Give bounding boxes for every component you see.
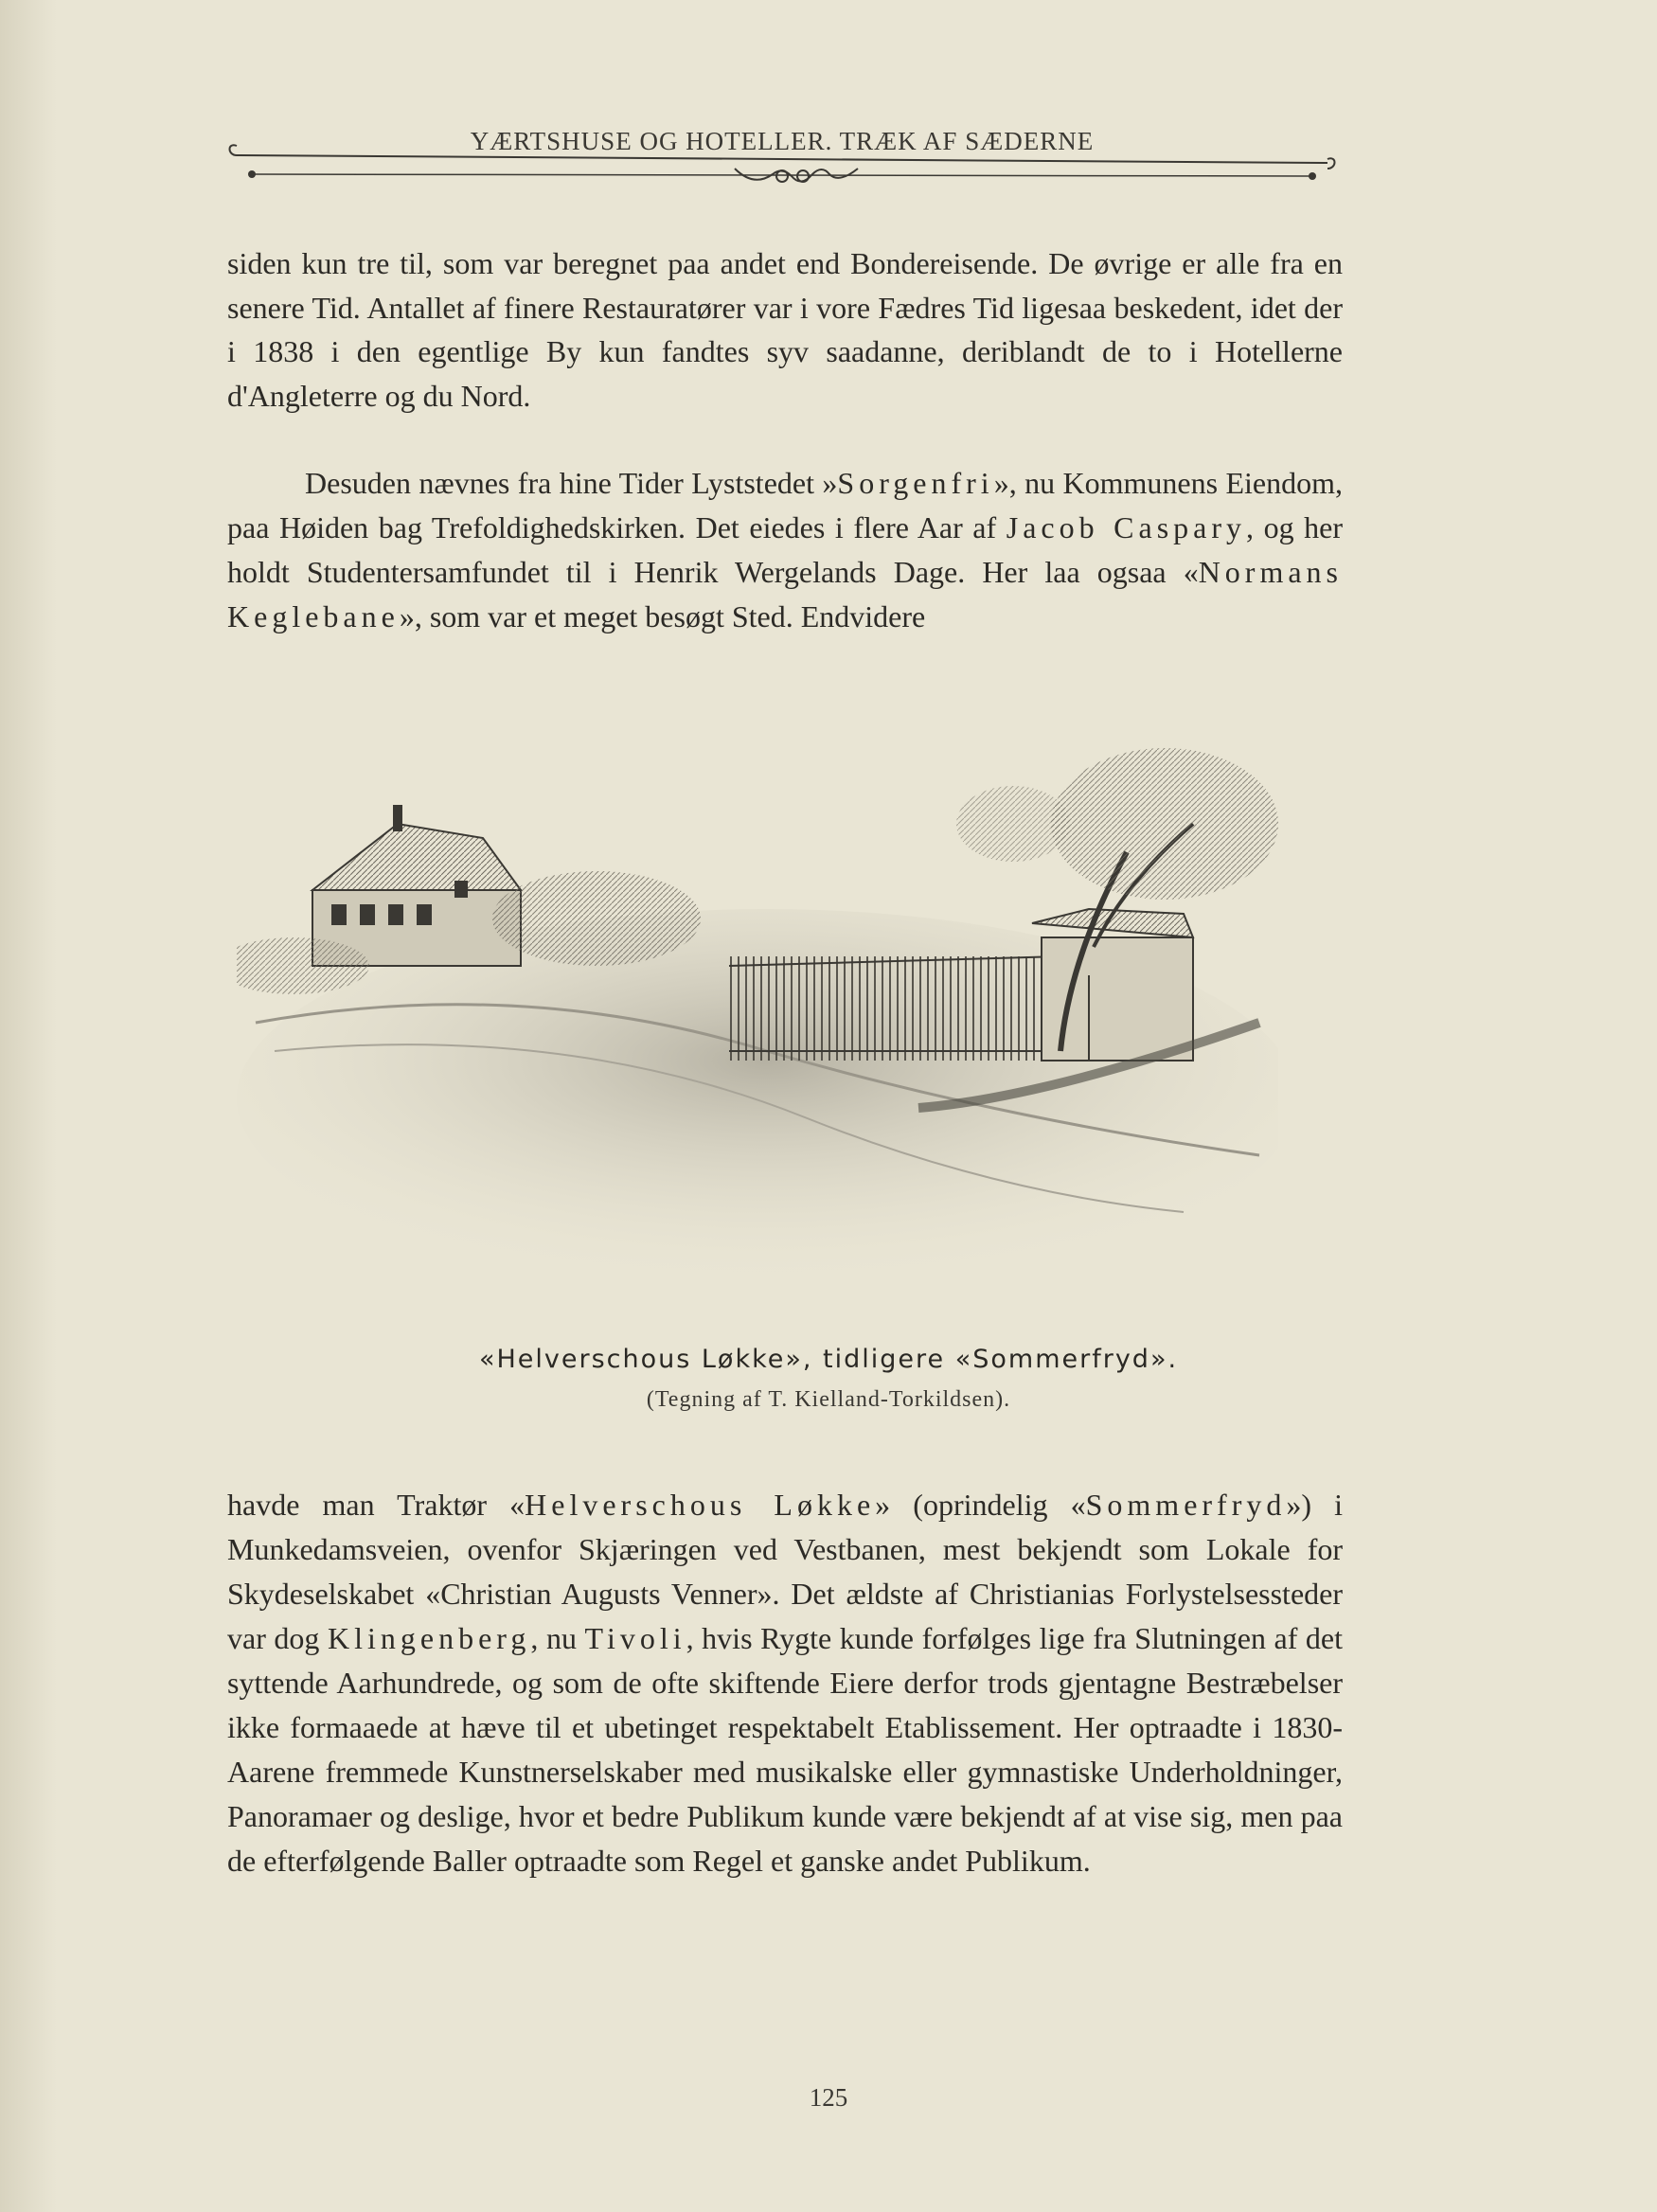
running-header: [223, 121, 1341, 197]
page-edge-shadow: [0, 0, 57, 2212]
spaced-name-tivoli: Tivoli: [584, 1621, 686, 1655]
paragraph-3-text-1: havde man Traktør «: [227, 1488, 526, 1522]
page-number: 125: [809, 2083, 848, 2112]
spaced-name-sorgenfri: Sorgenfri: [837, 466, 994, 500]
figure-caption: «Helverschous Løkke», tidligere «Sommerfryd».: [478, 1345, 1179, 1374]
paragraph-2-text-4: », som var et meget besøgt Sted. Endvidere: [399, 599, 926, 633]
illustration-helverschous-lokke: [237, 739, 1278, 1307]
spaced-name-jacob-caspary: Jacob Caspary: [1006, 510, 1247, 544]
paragraph-3-text-2: » (oprindelig «: [875, 1488, 1086, 1522]
paragraph-2-text-2: », nu Kommunens Eiendom, paa Høiden bag Trefoldighedskirken. Det eiedes i flere Aar af: [227, 466, 1344, 544]
paragraph-2-text-1: Desuden nævnes fra hine Tider Lyststedet »: [305, 466, 838, 500]
paragraph-1: siden kun tre til, som var beregnet paa andet end Bondereisende. De øvrige er alle fra en senere Tid. Antallet af finere Restauratører var i vore Fædres Tid ligesaa beskedent, idet der i 1838 i den egentlige By kun fandtes syv saadanne, deriblandt de to i Hotellerne d'Angleterre og du Nord.: [227, 246, 1343, 413]
paragraph-2-text-3: , og her holdt Studentersamfundet til i Henrik Wergelands Dage. Her laa ogsaa «: [227, 510, 1344, 589]
paragraph-3-text-4: , nu: [530, 1621, 585, 1655]
running-header-title: YÆRTSHUSE OG HOTELLER. TRÆK AF SÆDERNE: [470, 127, 1095, 155]
paragraph-3-text-3: ») i Munkedamsveien, ovenfor Skjæringen ved Vestbanen, mest bekjendt som Lokale for Skydeselskabet «Christian Augusts Venner». Det ældste af Christianias Forlystelsessteder var dog: [227, 1488, 1344, 1655]
spaced-name-helverschous-lokke: Helverschous Løkke: [525, 1488, 876, 1522]
spaced-name-normans-keglebane: Normans Keglebane: [227, 555, 1343, 633]
paragraph-2: [227, 461, 1343, 639]
spaced-name-sommerfryd: Sommerfryd: [1085, 1488, 1287, 1522]
spaced-name-klingenberg: Klingenberg: [328, 1621, 531, 1655]
paragraph-3-text-5: , hvis Rygte kunde forfølges lige fra Slutningen af det syttende Aarhundrede, og som de ofte skiftende Eiere derfor trods gjentagne Bestræbelser ikke formaaede at hæve til et ubetinget respektabelt Etablissement. Her optraadte i 1830-Aarene fremmede Kunstnerselskaber med musikalske eller gymnastiske Underholdninger, Panoramaer og deslige, hvor et bedre Publikum kunde være bekjendt af at vise sig, men paa de efterfølgende Baller optraadte som Regel et ganske andet Publikum.: [227, 1621, 1344, 1878]
figure-credit: (Tegning af T. Kielland-Torkildsen).: [646, 1387, 1011, 1412]
paragraph-3: [227, 1483, 1343, 1883]
